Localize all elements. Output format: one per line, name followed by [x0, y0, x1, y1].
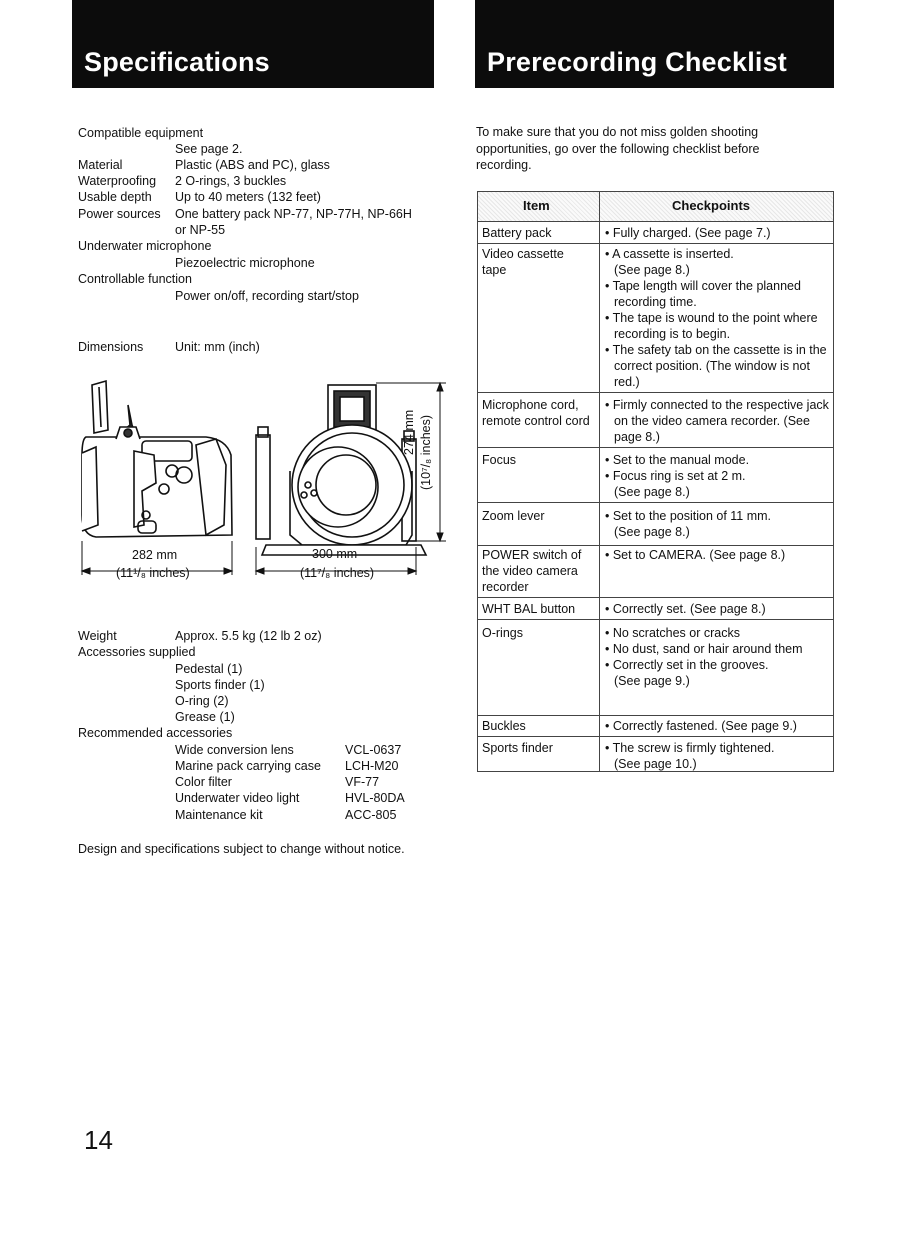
table-row-item: Sports finder	[482, 741, 553, 755]
weight-value: Approx. 5.5 kg (12 lb 2 oz)	[175, 629, 322, 643]
supplied-label: Accessories supplied	[78, 645, 196, 659]
page-number: 14	[84, 1125, 113, 1155]
weight-label: Weight	[78, 629, 117, 643]
power-value-2: or NP-55	[175, 223, 226, 237]
table-header	[477, 191, 834, 222]
table-row-item: Microphone cord, remote control cord	[482, 398, 590, 428]
compatible-label: Compatible equipment	[78, 126, 204, 140]
recommended-item-name: Underwater video light	[175, 791, 300, 805]
height-mm: 274 mm	[402, 409, 416, 455]
recommended-item-model: LCH-M20	[345, 759, 399, 773]
table-row-checkpoints: • Correctly fastened. (See page 9.)	[605, 719, 797, 733]
table-row-checkpoints: • Firmly connected to the respective jack on the video camera recorder. (See page 8.)	[605, 398, 829, 444]
dimensions-unit: Unit: mm (inch)	[175, 340, 260, 354]
checklist-table	[477, 191, 834, 772]
recommended-item-model: VF-77	[345, 775, 380, 789]
checklist-intro: To make sure that you do not miss golden shooting opportunities, go over the following checklist before recording.	[476, 125, 760, 172]
table-row-checkpoints: • A cassette is inserted. (See page 8.) • Tape length will cover the planned recording time. • The tape is wound to the point where recording is to begin. • The safety tab on the cassette is in the correct position. (The window is not red.)	[605, 247, 827, 389]
depth-label: Usable depth	[78, 190, 152, 204]
table-row-item: Zoom lever	[482, 509, 545, 523]
recommended-item-name: Color filter	[175, 775, 232, 789]
table-row-checkpoints: • No scratches or cracks • No dust, sand or hair around them • Correctly set in the grooves. (See page 9.)	[605, 626, 803, 688]
recommended-item-model: HVL-80DA	[345, 791, 405, 805]
side-width-inches: (11¹/₈ inches)	[116, 566, 190, 580]
height-inches: (10⁷/₈ inches)	[419, 414, 433, 490]
power-value-1: One battery pack NP-77, NP-77H, NP-66H	[175, 207, 412, 221]
mic-value: Piezoelectric microphone	[175, 256, 315, 270]
checklist-header	[475, 0, 834, 88]
table-row-item: O-rings	[482, 626, 523, 640]
dimensions-label: Dimensions	[78, 340, 144, 354]
table-row-item: Focus	[482, 453, 517, 467]
side-view-housing-illustration	[82, 381, 232, 537]
control-value: Power on/off, recording start/stop	[175, 289, 359, 303]
front-width-inches: (11⁷/₈ inches)	[300, 566, 375, 580]
control-label: Controllable function	[78, 272, 192, 286]
supplied-item: Sports finder (1)	[175, 678, 265, 692]
recommended-item-model: VCL-0637	[345, 743, 402, 757]
table-row-item: POWER switch of the video camera recorder	[482, 548, 582, 594]
specifications-header	[72, 0, 434, 88]
checklist-title: Prerecording Checklist	[487, 47, 788, 77]
table-row-checkpoints: • The screw is firmly tightened. (See page 10.)	[605, 741, 775, 771]
recommended-item-name: Marine pack carrying case	[175, 759, 321, 773]
table-row-checkpoints: • Fully charged. (See page 7.)	[605, 226, 771, 240]
compatible-value: See page 2.	[175, 142, 243, 156]
material-label: Material	[78, 158, 123, 172]
table-row-checkpoints: • Set to CAMERA. (See page 8.)	[605, 548, 786, 562]
table-row-checkpoints: • Correctly set. (See page 8.)	[605, 602, 766, 616]
recommended-label: Recommended accessories	[78, 726, 233, 740]
supplied-item: Pedestal (1)	[175, 662, 243, 676]
recommended-item-name: Wide conversion lens	[175, 743, 294, 757]
power-label: Power sources	[78, 207, 161, 221]
table-row-item: Video cassette tape	[482, 247, 564, 277]
material-value: Plastic (ABS and PC), glass	[175, 158, 330, 172]
table-row-item: Buckles	[482, 719, 526, 733]
column-header-checkpoints: Checkpoints	[672, 198, 751, 213]
table-row-checkpoints: • Set to the position of 11 mm. (See page 8.)	[605, 509, 772, 539]
mic-label: Underwater microphone	[78, 239, 212, 253]
front-width-mm: 300 mm	[312, 547, 358, 561]
depth-value: Up to 40 meters (132 feet)	[175, 190, 321, 204]
table-row-checkpoints: • Set to the manual mode. • Focus ring is set at 2 m. (See page 8.)	[605, 453, 750, 499]
supplied-item: Grease (1)	[175, 710, 235, 724]
side-width-mm: 282 mm	[132, 548, 178, 562]
column-header-item: Item	[523, 198, 550, 213]
table-row-item: WHT BAL button	[482, 602, 576, 616]
waterproofing-value: 2 O-rings, 3 buckles	[175, 174, 287, 188]
recommended-item-name: Maintenance kit	[175, 808, 263, 822]
front-view-housing-illustration	[256, 385, 426, 555]
specifications-title: Specifications	[84, 47, 270, 77]
waterproofing-label: Waterproofing	[78, 174, 157, 188]
supplied-item: O-ring (2)	[175, 694, 229, 708]
recommended-item-model: ACC-805	[345, 808, 397, 822]
table-row-item: Battery pack	[482, 226, 552, 240]
design-note: Design and specifications subject to change without notice.	[78, 842, 405, 856]
